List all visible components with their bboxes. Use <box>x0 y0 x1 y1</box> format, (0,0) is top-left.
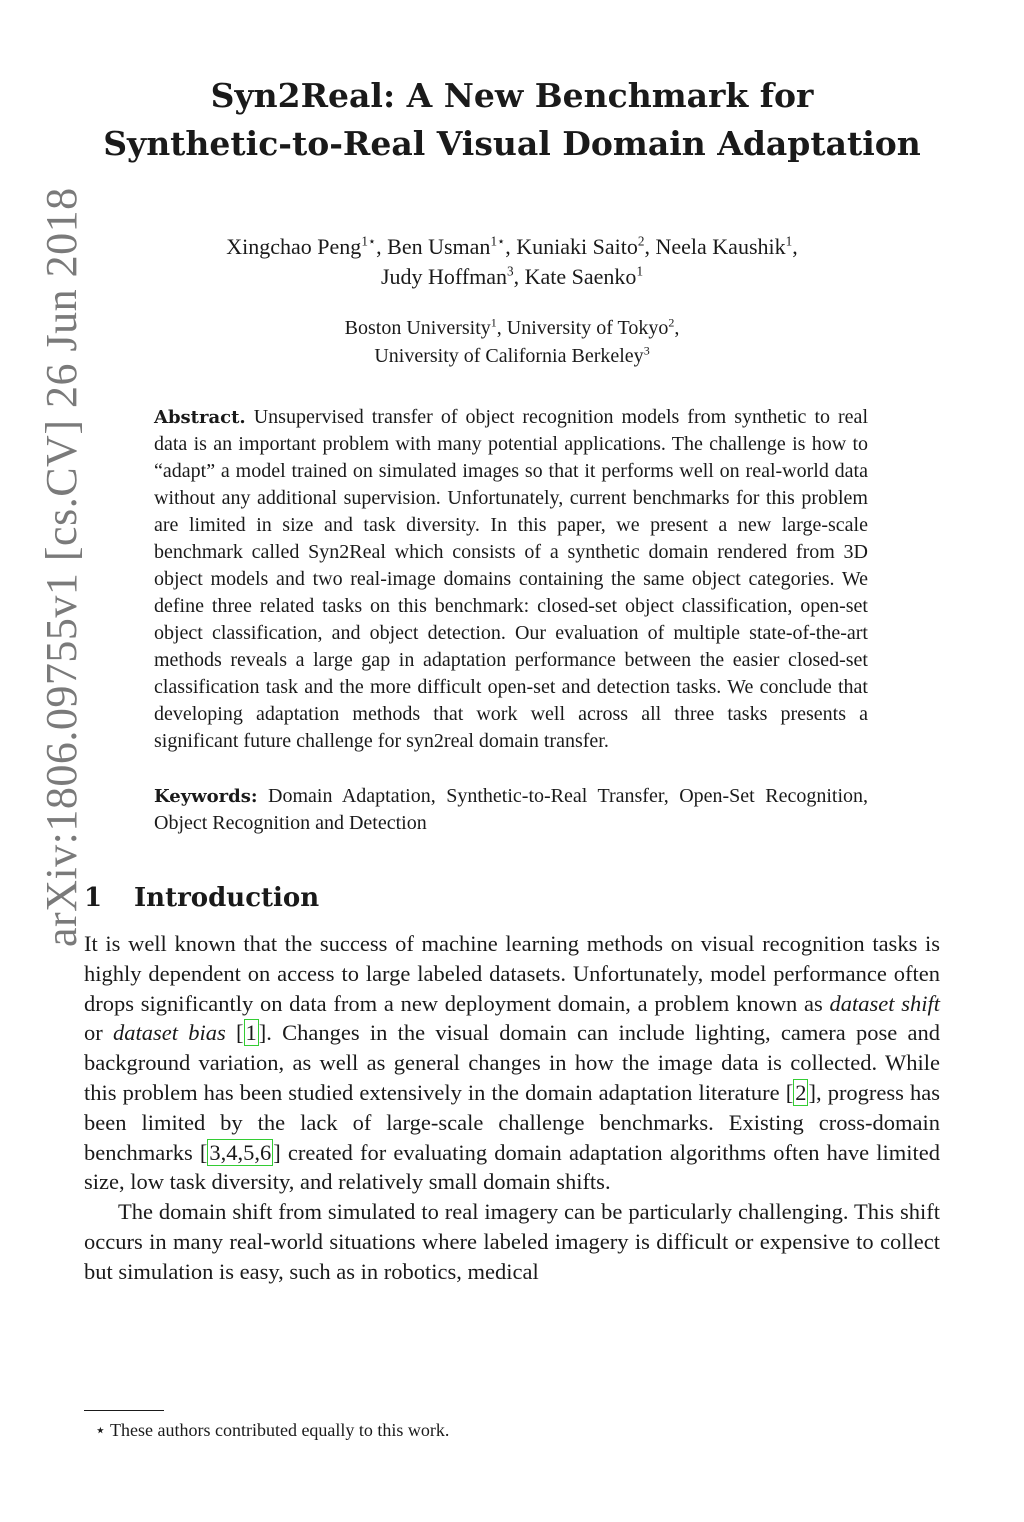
paragraph-text: created for evaluating domain adaptation algorithms often have limited size, low task diversity, and relatively small domain shifts. <box>84 1139 940 1195</box>
author-name: Xingchao Peng <box>226 234 362 259</box>
author-affiliation-marker: 2 <box>637 233 645 249</box>
author-name: Ben Usman <box>387 234 491 259</box>
author-name: Neela Kaushik <box>655 234 786 259</box>
abstract-text: Unsupervised transfer of object recognition models from synthetic to real data is an important problem with many potential applications. The challenge is how to “adapt” a model trained on simulated images so that it performs well on real-world data without any additional supervision. Unfortunately, current benchmarks for this problem are limited in size and task diversity. In this paper, we present a new large-scale benchmark called Syn2Real which consists of a synthetic domain rendered from 3D object models and two real-image domains containing the same object categories. We define three related tasks on this benchmark: closed-set object classification, open-set object classification, and object detection. Our evaluation of multiple state-of-the-art methods reveals a large gap in adaptation performance between the easier closed-set classification task and the more difficult open-set and detection tasks. We conclude that developing adaptation methods that work well across all three tasks presents a significant future challenge for syn2real domain transfer. <box>154 406 868 752</box>
affiliation-marker: 1 <box>490 315 497 330</box>
emphasis-term: dataset shift <box>829 990 940 1016</box>
keywords-block <box>154 783 868 837</box>
abstract-label: Abstract. <box>154 407 246 428</box>
paragraph: It is well known that the success of machine learning methods on visual recognition tasks is highly dependent on access to large labeled datasets. Unfortunately, model performance often drops significantly on data from a new deployment domain, a problem known as dataset shift or dataset bias [1]. Changes in the visual domain can include lighting, camera pose and background variation, as well as general changes in how the image data is collected. While this problem has been studied extensively in the domain adaptation literature [2], progress has been limited by the lack of large-scale challenge benchmarks. Existing cross-domain benchmarks [3,4,5,6] created for evaluating domain adaptation algorithms often have limited size, low task diversity, and relatively small domain shifts. <box>84 931 941 1195</box>
author-affiliation-marker: 1 <box>785 233 793 249</box>
affiliation-marker: 2 <box>668 315 675 330</box>
paragraph-text: It is well known that the success of machine learning methods on visual recognition tasks is highly dependent on access to large labeled datasets. Unfortunately, model performance often drops significantly on data from a new deployment domain, a problem known as <box>84 931 940 1016</box>
footnote <box>84 1418 940 1442</box>
section-title: Introduction <box>134 883 320 913</box>
arxiv-identifier-stamp: arXiv:1806.09755v1 [cs.CV] 26 Jun 2018 <box>37 187 86 947</box>
affiliation-list: Boston University$^1$, University of Tokyo$^2$, University of California Berkeley$^3$ <box>344 315 680 367</box>
footnote-marker: ⋆ <box>94 1420 106 1440</box>
affiliation-name: University of Tokyo <box>506 317 669 339</box>
citation-link[interactable]: 3,4,5,6 <box>209 1139 272 1165</box>
author-list: Xingchao Peng$^{1⋆}$, Ben Usman$^{1⋆}$, Kuniaki Saito$^2$, Neela Kaushik$^1$, Judy Hoffman$^3$, Kate Saenko$^1$ <box>226 233 798 289</box>
affiliation-name: Boston University <box>344 317 491 339</box>
paragraph: The domain shift from simulated to real imagery can be particularly challenging. This shift occurs in many real-world situations where labeled imagery is difficult or expensive to collect but simulation is easy, such as in robotics, medical <box>84 1199 940 1284</box>
citation-link[interactable]: 1 <box>245 1020 257 1046</box>
section-number: 1 <box>84 883 103 913</box>
author-name: Judy Hoffman <box>380 264 508 289</box>
title-line-1: Syn2Real: A New Benchmark for <box>210 76 814 115</box>
title-line-2: Synthetic-to-Real Visual Domain Adaptation <box>103 124 921 163</box>
author-affiliation-marker: 1⋆ <box>361 233 377 249</box>
affiliation-name: University of California Berkeley <box>374 345 644 367</box>
affiliation-marker: 3 <box>643 343 650 358</box>
section-heading <box>84 881 940 915</box>
paragraph-text: , progress has been limited by the lack of large-scale challenge benchmarks. Existing cross-domain benchmarks <box>84 1079 941 1165</box>
introduction-body <box>84 929 940 1287</box>
author-affiliation-marker: 1 <box>636 263 644 279</box>
paragraph-text: or <box>84 1020 113 1046</box>
author-affiliation-marker: 1⋆ <box>490 233 506 249</box>
author-affiliation-marker: 3 <box>507 263 514 279</box>
paper-page <box>84 72 940 1287</box>
paper-title <box>84 72 940 168</box>
footnote-text: These authors contributed equally to this work. <box>110 1420 450 1440</box>
keywords-text: Domain Adaptation, Synthetic-to-Real Transfer, Open-Set Recognition, Object Recognition and Detection <box>154 785 868 834</box>
footnote-divider <box>84 1410 164 1411</box>
paragraph-text: . Changes in the visual domain can include lighting, camera pose and background variation, as well as general changes in how the image data is collected. While this problem has been studied extensively in the domain adaptation literature <box>84 1020 940 1105</box>
emphasis-term: dataset bias <box>113 1020 226 1046</box>
keywords-label: Keywords: <box>154 786 258 807</box>
author-name: Kuniaki Saito <box>516 234 638 259</box>
author-name: Kate Saenko <box>524 264 637 289</box>
citation-link[interactable]: 2 <box>795 1079 807 1105</box>
abstract-block <box>154 404 868 755</box>
